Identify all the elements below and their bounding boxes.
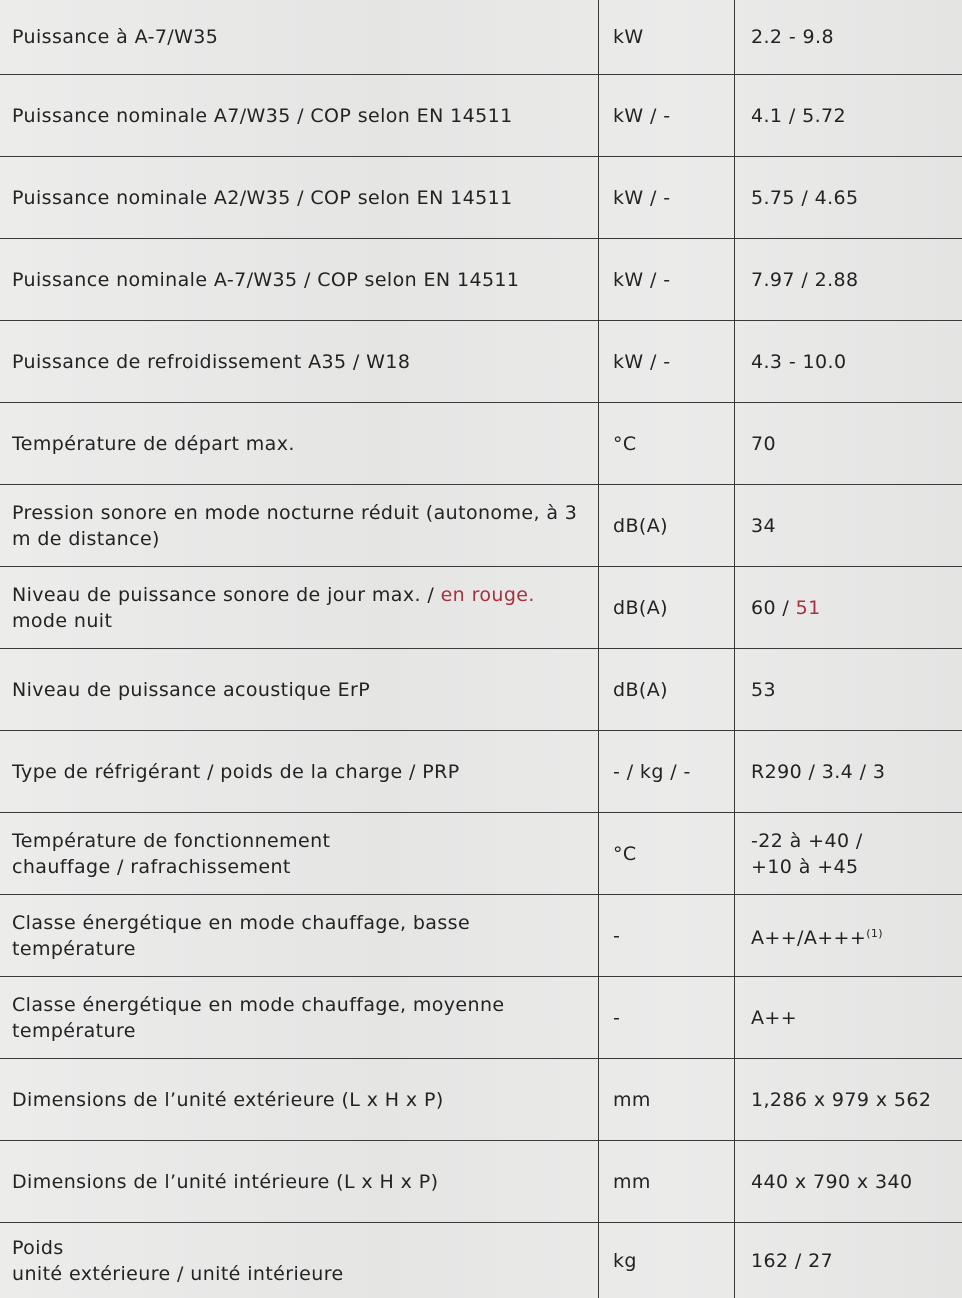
spec-value — [735, 895, 962, 977]
spec-label — [0, 75, 599, 157]
spec-label — [0, 649, 599, 731]
spec-unit — [599, 649, 735, 731]
table-row — [0, 649, 962, 731]
spec-label — [0, 1141, 599, 1223]
label-text: Pression sonore en mode nocturne réduit (autonome, à 3 m de distance) — [12, 501, 578, 550]
unit-text: dB(A) — [613, 596, 668, 619]
spec-value — [735, 0, 962, 75]
spec-unit — [599, 1059, 735, 1141]
table-row — [0, 0, 962, 75]
label-text: Dimensions de l’unité extérieure (L x H x P) — [12, 1088, 444, 1111]
spec-value — [735, 485, 962, 567]
unit-text: kW / - — [613, 268, 671, 291]
spec-label — [0, 567, 599, 649]
spec-value — [735, 813, 962, 895]
spec-label — [0, 1059, 599, 1141]
spec-label — [0, 895, 599, 977]
table-row — [0, 403, 962, 485]
table-row — [0, 895, 962, 977]
table-row — [0, 813, 962, 895]
spec-label — [0, 485, 599, 567]
unit-text: kW / - — [613, 104, 671, 127]
label-text: Puissance de refroidissement A35 / W18 — [12, 350, 411, 373]
spec-unit — [599, 239, 735, 321]
value-red-text: 51 — [795, 596, 821, 619]
label-text: Type de réfrigérant / poids de la charge / PRP — [12, 760, 460, 783]
value-text: 1,286 x 979 x 562 — [751, 1088, 932, 1111]
spec-unit — [599, 321, 735, 403]
spec-value — [735, 321, 962, 403]
table-row — [0, 567, 962, 649]
value-text: 60 / — [751, 596, 796, 619]
table-row — [0, 75, 962, 157]
label-text: Puissance à A-7/W35 — [12, 26, 219, 48]
unit-text: - — [613, 924, 621, 947]
spec-unit — [599, 157, 735, 239]
label-text: Température de départ max. — [12, 432, 295, 455]
label-text: Classe énergétique en mode chauffage, moyenne température — [12, 993, 505, 1042]
spec-label — [0, 157, 599, 239]
unit-text: kg — [613, 1249, 637, 1272]
table-row — [0, 1059, 962, 1141]
label-text: Niveau de puissance sonore de jour max. / — [12, 583, 441, 606]
spec-unit — [599, 731, 735, 813]
spec-unit — [599, 813, 735, 895]
spec-unit — [599, 75, 735, 157]
table-row — [0, 239, 962, 321]
value-text: 4.1 / 5.72 — [751, 104, 847, 127]
value-text: -22 à +40 / — [751, 829, 863, 852]
spec-label — [0, 403, 599, 485]
spec-value — [735, 1141, 962, 1223]
unit-text: mm — [613, 1170, 651, 1193]
spec-value — [735, 75, 962, 157]
label-text: Niveau de puissance acoustique ErP — [12, 678, 371, 701]
unit-text: kW — [613, 26, 644, 48]
spec-value — [735, 977, 962, 1059]
spec-unit — [599, 403, 735, 485]
value-text: 34 — [751, 514, 776, 537]
value-text: A++ — [751, 1006, 798, 1029]
value-text: R290 / 3.4 / 3 — [751, 760, 886, 783]
spec-value — [735, 157, 962, 239]
label-text: Puissance nominale A7/W35 / COP selon EN 14511 — [12, 104, 513, 127]
value-text: 5.75 / 4.65 — [751, 186, 859, 209]
spec-unit — [599, 1223, 735, 1298]
value-text: A++/A+++ — [751, 926, 867, 949]
label-text: Dimensions de l’unité intérieure (L x H x P) — [12, 1170, 439, 1193]
value-text: 162 / 27 — [751, 1249, 834, 1272]
table-row — [0, 731, 962, 813]
value-text: 53 — [751, 678, 776, 701]
spec-unit — [599, 1141, 735, 1223]
label-line2: unité extérieure / unité intérieure — [12, 1262, 344, 1285]
unit-text: kW / - — [613, 350, 671, 373]
label-red-text: en rouge. — [440, 583, 535, 606]
label-text: Poids — [12, 1236, 64, 1259]
spec-label — [0, 321, 599, 403]
table-row — [0, 485, 962, 567]
unit-text: - / kg / - — [613, 760, 691, 783]
table-row — [0, 1223, 962, 1298]
spec-label — [0, 0, 599, 75]
footnote-ref: (1) — [866, 926, 883, 940]
spec-label — [0, 731, 599, 813]
unit-text: kW / - — [613, 186, 671, 209]
unit-text: mm — [613, 1088, 651, 1111]
spec-value — [735, 1059, 962, 1141]
spec-value — [735, 239, 962, 321]
spec-value — [735, 567, 962, 649]
value-text: 440 x 790 x 340 — [751, 1170, 913, 1193]
label-text: Température de fonctionnement — [12, 829, 331, 852]
value-text: 2.2 - 9.8 — [751, 26, 834, 48]
spec-unit — [599, 567, 735, 649]
unit-text: dB(A) — [613, 678, 668, 701]
spec-unit — [599, 0, 735, 75]
spec-unit — [599, 485, 735, 567]
unit-text: - — [613, 1006, 621, 1029]
spec-unit — [599, 977, 735, 1059]
table-row — [0, 977, 962, 1059]
spec-value — [735, 731, 962, 813]
value-text: 7.97 / 2.88 — [751, 268, 859, 291]
label-line2: chauffage / rafrachissement — [12, 855, 291, 878]
unit-text: °C — [613, 842, 637, 865]
label-text: Puissance nominale A2/W35 / COP selon EN 14511 — [12, 186, 513, 209]
spec-unit — [599, 895, 735, 977]
value-line2: +10 à +45 — [751, 855, 859, 878]
spec-value — [735, 1223, 962, 1298]
unit-text: dB(A) — [613, 514, 668, 537]
label-text: Classe énergétique en mode chauffage, basse température — [12, 911, 471, 960]
label-text: Puissance nominale A-7/W35 / COP selon EN 14511 — [12, 268, 520, 291]
label-line2: mode nuit — [12, 609, 113, 632]
spec-value — [735, 649, 962, 731]
table-row — [0, 1141, 962, 1223]
value-text: 70 — [751, 432, 776, 455]
value-text: 4.3 - 10.0 — [751, 350, 847, 373]
spec-value — [735, 403, 962, 485]
table-row — [0, 321, 962, 403]
spec-label — [0, 239, 599, 321]
spec-label — [0, 813, 599, 895]
spec-label — [0, 1223, 599, 1298]
unit-text: °C — [613, 432, 637, 455]
spec-label — [0, 977, 599, 1059]
table-row — [0, 157, 962, 239]
